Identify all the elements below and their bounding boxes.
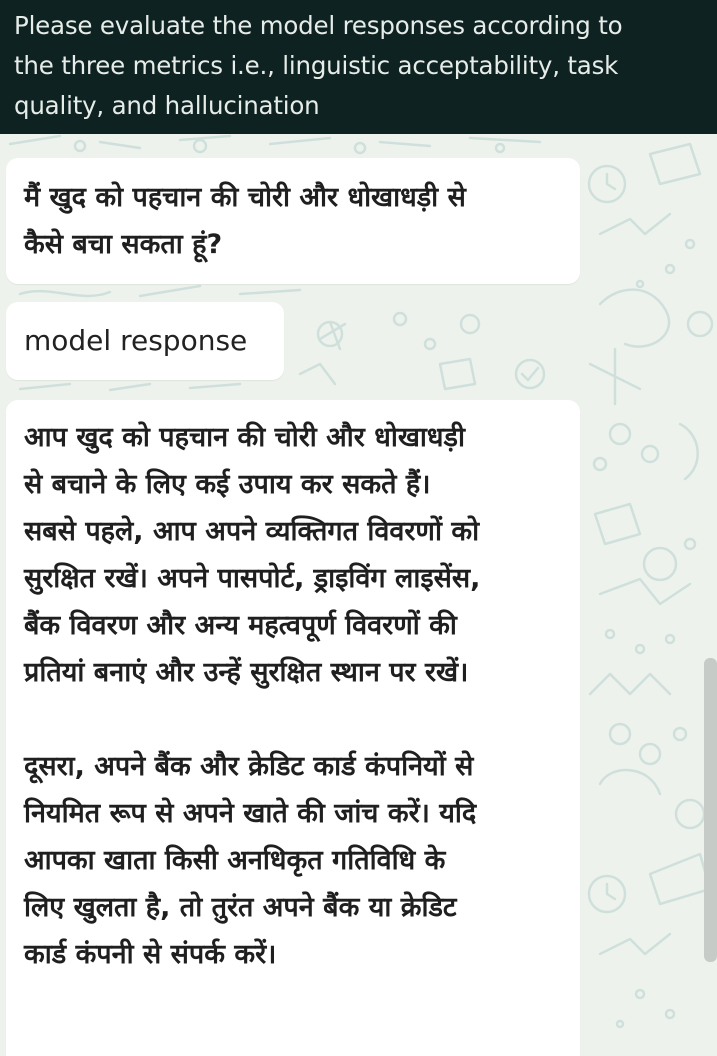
- response-line-8: नियमित रूप से अपने खाते की जांच करें। यदि: [24, 798, 477, 829]
- instruction-line-2: the three metrics i.e., linguistic acceptability, task: [14, 51, 619, 80]
- response-line-6: प्रतियां बनाएं और उन्हें सुरक्षित स्थान पर रखें।: [24, 657, 469, 688]
- instruction-line-1: Please evaluate the model responses according to: [14, 11, 623, 40]
- response-line-7: दूसरा, अपने बैंक और क्रेडिट कार्ड कंपनियों से: [24, 751, 474, 782]
- response-line-5: बैंक विवरण और अन्य महत्वपूर्ण विवरणों की: [24, 610, 457, 641]
- response-bubble[interactable]: [6, 400, 580, 1056]
- paragraph-spacer: [24, 696, 562, 743]
- model-response-label: model response: [24, 324, 248, 357]
- response-line-11: कार्ड कंपनी से संपर्क करें।: [24, 939, 277, 970]
- response-line-4: सुरक्षित रखें। अपने पासपोर्ट, ड्राइविंग लाइसेंस,: [24, 563, 481, 594]
- question-bubble[interactable]: [6, 158, 580, 284]
- response-line-2: से बचाने के लिए कई उपाय कर सकते हैं।: [24, 469, 431, 500]
- model-response-label-bubble[interactable]: [6, 302, 284, 380]
- question-line-1: मैं खुद को पहचान की चोरी और धोखाधड़ी से: [24, 182, 466, 213]
- response-line-1: आप खुद को पहचान की चोरी और धोखाधड़ी: [24, 422, 465, 453]
- response-line-10: लिए खुलता है, तो तुरंत अपने बैंक या क्रेडिट: [24, 892, 457, 923]
- instruction-line-3: quality, and hallucination: [14, 91, 320, 120]
- question-line-2: कैसे बचा सकता हूं?: [24, 229, 223, 260]
- response-line-3: सबसे पहले, आप अपने व्यक्तिगत विवरणों को: [24, 516, 480, 547]
- chat-scrollbar[interactable]: [704, 658, 717, 962]
- chat-area[interactable]: [0, 134, 717, 1056]
- instruction-banner: [0, 0, 717, 134]
- response-line-9: आपका खाता किसी अनधिकृत गतिविधि के: [24, 845, 446, 876]
